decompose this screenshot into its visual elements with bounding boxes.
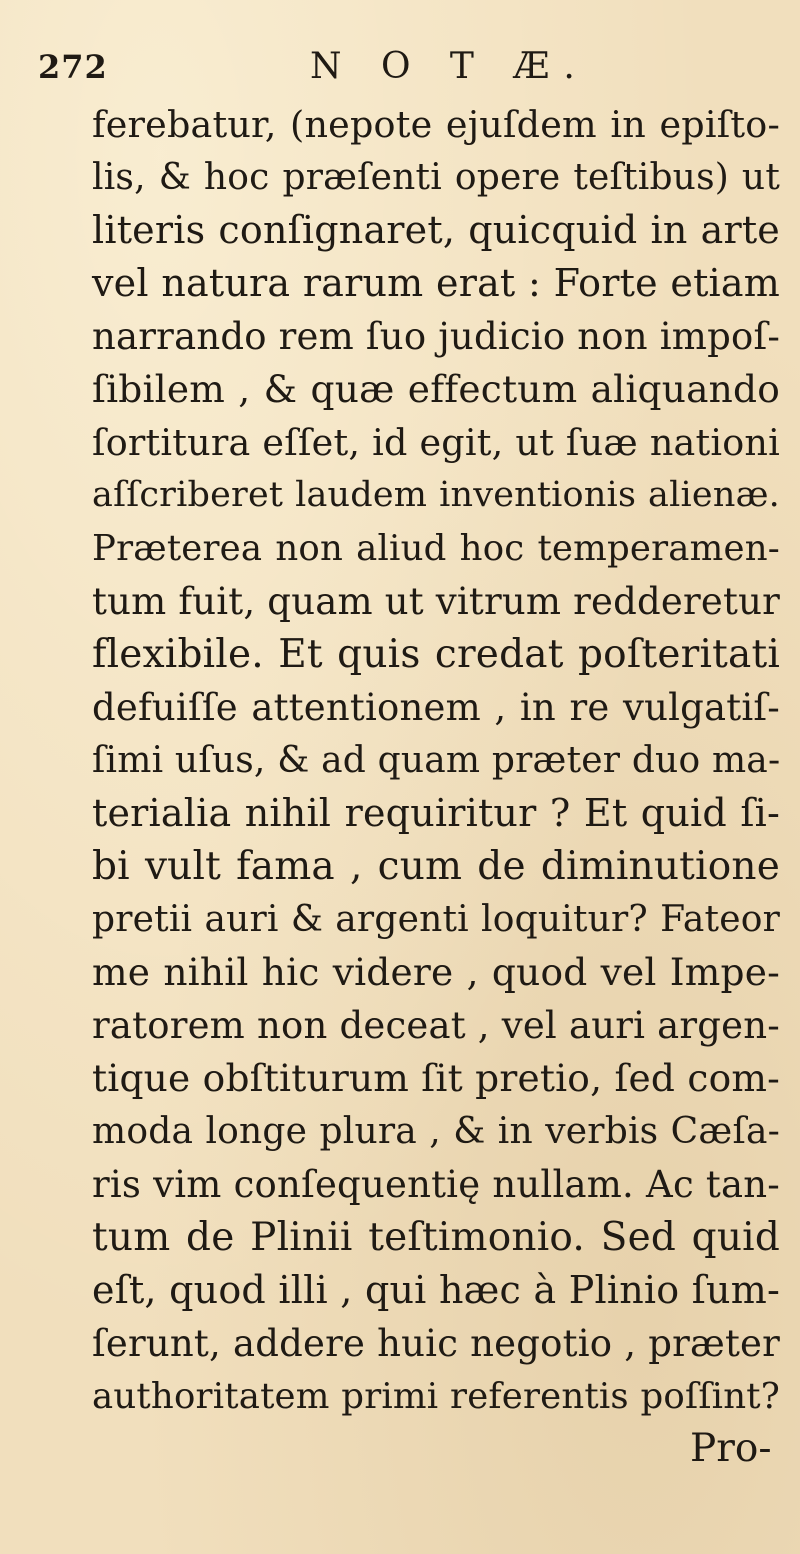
text-line: ris vim conſequentię nullam. Ac tan- <box>92 1163 780 1206</box>
page-header <box>38 38 762 94</box>
text-line: moda longe plura , & in verbis Cæſa- <box>92 1111 780 1152</box>
text-line: pretii auri & argenti loquitur? Fateor <box>92 899 780 940</box>
text-line: narrando rem ſuo judicio non impoſ- <box>92 315 781 358</box>
text-line: authoritatem primi referentis poſſint? <box>92 1376 780 1417</box>
text-line: ſimi uſus, & ad quam præter duo ma- <box>92 740 781 781</box>
text-line: flexibile. Et quis credat poſteritati <box>92 632 780 677</box>
text-line: literis conſignaret, quicquid in arte <box>92 208 780 252</box>
text-line: me nihil hic videre , quod vel Impe- <box>92 950 780 994</box>
text-line: ratorem non deceat , vel auri argen- <box>92 1004 780 1047</box>
text-line: ferebatur, (nepote ejuſdem in epiſto- <box>92 103 780 146</box>
text-line: ſortitura eſſet, id egit, ut ſuæ nationi <box>92 421 780 464</box>
text-line: defuiſſe attentionem , in re vulgatiſ- <box>92 686 780 729</box>
text-line: tique obſtiturum ſit pretio, ſed com- <box>92 1056 780 1100</box>
text-line: bi vult fama , cum de diminutione <box>92 844 780 889</box>
text-line: terialia nihil requiritur ? Et quid ſi- <box>92 791 780 835</box>
text-line: ſibilem , & quæ effectum aliquando <box>92 367 780 411</box>
text-line: Præterea non aliud hoc temperamen- <box>92 528 780 569</box>
text-line: ſerunt, addere huic negotio , præter <box>92 1322 780 1365</box>
body-text <box>92 98 780 1423</box>
running-head: N O T Æ. <box>310 46 589 87</box>
text-line: eſt, quod illi , qui hæc à Plinio ſum- <box>92 1268 780 1312</box>
text-line: tum de Plinii teſtimonio. Sed quid <box>92 1215 780 1260</box>
text-line: lis, & hoc præſenti opere teſtibus) ut <box>92 157 780 198</box>
page-number: 272 <box>38 48 108 86</box>
text-line: vel natura rarum erat : Forte etiam <box>92 261 780 305</box>
text-line: aſſcriberet laudem inventionis alienæ. <box>92 475 780 515</box>
catchword: Pro- <box>690 1426 772 1471</box>
text-line: tum fuit, quam ut vitrum redderetur <box>92 580 780 623</box>
